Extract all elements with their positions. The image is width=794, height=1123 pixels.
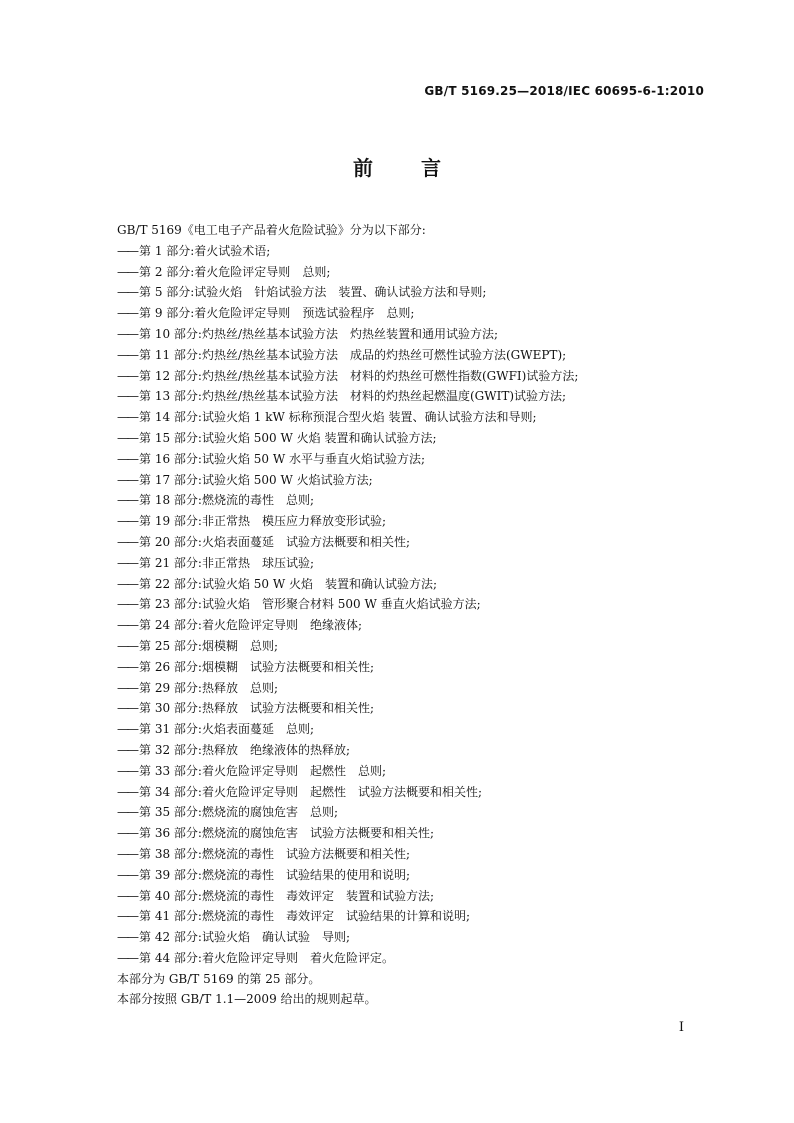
list-item-text: 预选试验程序: [302, 306, 375, 321]
list-item-text: 第 38 部分:燃烧流的毒性: [139, 846, 274, 861]
list-item-text: 总则;: [285, 493, 314, 508]
list-item-text: 成品的灼热丝可燃性试验方法(GWEPT);: [350, 347, 567, 362]
list-item-text: 装置和确认试验方法;: [325, 576, 438, 591]
list-item-text: 第 18 部分:燃烧流的毒性: [139, 493, 274, 508]
list-dash: ——: [117, 451, 137, 466]
list-item-text: 材料的灼热丝起燃温度(GWIT)试验方法;: [350, 389, 567, 404]
list-item-text: 试验方法概要和相关性;: [357, 784, 483, 799]
list-item: [117, 865, 687, 886]
list-item: [117, 948, 687, 969]
list-item-text: 第 14 部分:试验火焰 1 kW 标称预混合型火焰 装置、确认试验方法和导则;: [139, 410, 537, 425]
list-dash: ——: [117, 285, 137, 300]
list-dash: ——: [117, 638, 137, 653]
list-item-text: 总则;: [249, 638, 278, 653]
list-item-text: 第 5 部分:试验火焰: [139, 285, 243, 300]
closing-paragraph: 本部分按照 GB/T 1.1—2009 给出的规则起草。: [117, 992, 377, 1007]
list-item: [117, 782, 687, 803]
list-item-text: 试验方法概要和相关性;: [249, 659, 374, 674]
list-item-text: 确认试验: [261, 930, 310, 945]
list-item-text: 第 29 部分:热释放: [139, 680, 238, 695]
list-item-text: 灼热丝装置和通用试验方法;: [350, 326, 499, 341]
list-item-text: 总则;: [302, 264, 331, 279]
list-dash: ——: [117, 680, 137, 695]
list-dash: ——: [117, 846, 137, 861]
list-item-text: 第 42 部分:试验火焰: [139, 930, 250, 945]
page-title: [0, 152, 794, 181]
list-item-text: 第 21 部分:非正常热: [139, 555, 250, 570]
list-item: [117, 636, 687, 657]
list-item-text: 总则;: [386, 306, 415, 321]
list-item-text: 试验方法概要和相关性;: [309, 826, 434, 841]
list-dash: ——: [117, 909, 137, 924]
list-item-text: 第 24 部分:着火危险评定导则: [139, 618, 298, 633]
list-item-text: 试验结果的使用和说明;: [285, 867, 410, 882]
list-dash: ——: [117, 659, 137, 674]
list-item-text: 装置和试验方法;: [345, 888, 435, 903]
list-dash: ——: [117, 472, 137, 487]
list-item-text: 第 36 部分:燃烧流的腐蚀危害: [139, 826, 298, 841]
list-item-text: 第 30 部分:热释放: [139, 701, 238, 716]
list-dash: ——: [117, 368, 137, 383]
list-item-text: 第 12 部分:灼热丝/热丝基本试验方法: [139, 368, 338, 383]
list-item-text: 第 20 部分:火焰表面蔓延: [139, 534, 274, 549]
list-item-text: 材料的灼热丝可燃性指数(GWFI)试验方法;: [350, 368, 579, 383]
list-item-text: 起燃性: [309, 784, 346, 799]
list-dash: ——: [117, 306, 137, 321]
list-item-text: 第 44 部分:着火危险评定导则: [139, 950, 298, 965]
list-item-text: 第 13 部分:灼热丝/热丝基本试验方法: [139, 389, 338, 404]
list-item-text: 第 31 部分:火焰表面蔓延: [139, 722, 274, 737]
list-item-text: 第 26 部分:烟模糊: [139, 659, 238, 674]
list-item: [117, 574, 687, 595]
list-dash: ——: [117, 264, 137, 279]
list-dash: ——: [117, 534, 137, 549]
list-item: [117, 470, 687, 491]
list-item: [117, 282, 687, 303]
list-item-text: 第 10 部分:灼热丝/热丝基本试验方法: [139, 326, 338, 341]
list-dash: ——: [117, 742, 137, 757]
list-dash: ——: [117, 784, 137, 799]
list-item-text: 总则;: [309, 805, 338, 820]
list-item-text: 第 39 部分:燃烧流的毒性: [139, 867, 274, 882]
list-item-text: 模压应力释放变形试验;: [261, 514, 386, 529]
list-dash: ——: [117, 888, 137, 903]
list-item: [117, 657, 687, 678]
list-item-text: 试验方法概要和相关性;: [285, 534, 410, 549]
list-item-text: 起燃性: [309, 763, 346, 778]
list-item: [117, 740, 687, 761]
list-item: [117, 532, 687, 553]
list-item-text: 第 34 部分:着火危险评定导则: [139, 784, 298, 799]
list-item-text: 第 22 部分:试验火焰 50 W 火焰: [139, 576, 313, 591]
list-item-text: 第 16 部分:试验火焰 50 W 水平与垂直火焰试验方法;: [139, 451, 426, 466]
list-item: [117, 844, 687, 865]
list-item-text: 第 11 部分:灼热丝/热丝基本试验方法: [139, 347, 338, 362]
page-number: I: [678, 1020, 684, 1035]
list-item: [117, 511, 687, 532]
list-dash: ——: [117, 555, 137, 570]
title-char-1: 前: [353, 156, 373, 180]
list-dash: ——: [117, 618, 137, 633]
list-dash: ——: [117, 410, 137, 425]
list-item-text: 总则;: [357, 763, 387, 778]
intro-paragraph: GB/T 5169《电工电子产品着火危险试验》分为以下部分:: [117, 223, 426, 237]
list-item-text: 总则;: [285, 722, 314, 737]
list-dash: ——: [117, 722, 137, 737]
list-item-text: 第 2 部分:着火危险评定导则: [139, 264, 291, 279]
list-item-text: 绝缘液体的热释放;: [249, 742, 350, 757]
list-item-text: 第 40 部分:燃烧流的毒性: [139, 888, 274, 903]
list-item: [117, 407, 687, 428]
list-item: [117, 490, 687, 511]
list-item: [117, 678, 687, 699]
list-item: [117, 802, 687, 823]
list-item-text: 第 25 部分:烟模糊: [139, 638, 238, 653]
list-dash: ——: [117, 493, 137, 508]
list-item-text: 第 32 部分:热释放: [139, 742, 238, 757]
list-item: [117, 719, 687, 740]
list-dash: ——: [117, 597, 137, 612]
closing-paragraphs: [117, 969, 687, 1011]
foreword-body: [117, 220, 687, 1010]
parts-list: [117, 241, 687, 969]
list-item: [117, 906, 687, 927]
list-item: [117, 324, 687, 345]
list-dash: ——: [117, 867, 137, 882]
list-item-text: 第 33 部分:着火危险评定导则: [139, 763, 298, 778]
list-dash: ——: [117, 514, 137, 529]
list-item: [117, 428, 687, 449]
list-item: [117, 823, 687, 844]
list-item: [117, 761, 687, 782]
list-item-text: 毒效评定: [285, 888, 334, 903]
list-item: [117, 698, 687, 719]
list-item-text: 总则;: [249, 680, 278, 695]
list-item: [117, 345, 687, 366]
list-item-text: 试验方法概要和相关性;: [285, 846, 410, 861]
list-dash: ——: [117, 805, 137, 820]
list-dash: ——: [117, 326, 137, 341]
list-item: [117, 366, 687, 387]
list-item: [117, 303, 687, 324]
list-item: [117, 241, 687, 262]
list-dash: ——: [117, 243, 137, 258]
list-item: [117, 615, 687, 636]
title-char-2: 言: [421, 156, 441, 180]
list-item-text: 第 17 部分:试验火焰 500 W 火焰试验方法;: [139, 472, 373, 487]
list-item: [117, 449, 687, 470]
list-item-text: 导则;: [321, 930, 351, 945]
list-item-text: 着火危险评定。: [309, 950, 394, 965]
list-item-text: 毒效评定: [285, 909, 334, 924]
list-dash: ——: [117, 430, 137, 445]
list-item-text: 管形聚合材料 500 W 垂直火焰试验方法;: [261, 597, 481, 612]
list-item-text: 试验方法概要和相关性;: [249, 701, 374, 716]
list-dash: ——: [117, 950, 137, 965]
list-item-text: 绝缘液体;: [309, 618, 362, 633]
list-dash: ——: [117, 576, 137, 591]
list-item-text: 第 35 部分:燃烧流的腐蚀危害: [139, 805, 298, 820]
list-dash: ——: [117, 763, 137, 778]
list-dash: ——: [117, 701, 137, 716]
closing-paragraph: 本部分为 GB/T 5169 的第 25 部分。: [117, 971, 321, 986]
list-item-text: 第 1 部分:着火试验术语;: [139, 243, 271, 258]
list-item: [117, 553, 687, 574]
list-item-text: 装置、确认试验方法和导则;: [338, 285, 487, 300]
list-item: [117, 886, 687, 907]
list-item: [117, 594, 687, 615]
standard-code-header: GB/T 5169.25—2018/IEC 60695-6-1:2010: [424, 84, 704, 98]
list-dash: ——: [117, 389, 137, 404]
list-item-text: 球压试验;: [261, 555, 314, 570]
list-item-text: 第 41 部分:燃烧流的毒性: [139, 909, 274, 924]
list-item: [117, 262, 687, 283]
list-dash: ——: [117, 930, 137, 945]
list-item: [117, 927, 687, 948]
list-item-text: 针焰试验方法: [254, 285, 327, 300]
list-item: [117, 386, 687, 407]
list-item-text: 试验结果的计算和说明;: [345, 909, 471, 924]
list-item-text: 第 15 部分:试验火焰 500 W 火焰 装置和确认试验方法;: [139, 430, 437, 445]
list-item-text: 第 9 部分:着火危险评定导则: [139, 306, 291, 321]
list-dash: ——: [117, 826, 137, 841]
list-item-text: 第 19 部分:非正常热: [139, 514, 250, 529]
list-dash: ——: [117, 347, 137, 362]
list-item-text: 第 23 部分:试验火焰: [139, 597, 250, 612]
